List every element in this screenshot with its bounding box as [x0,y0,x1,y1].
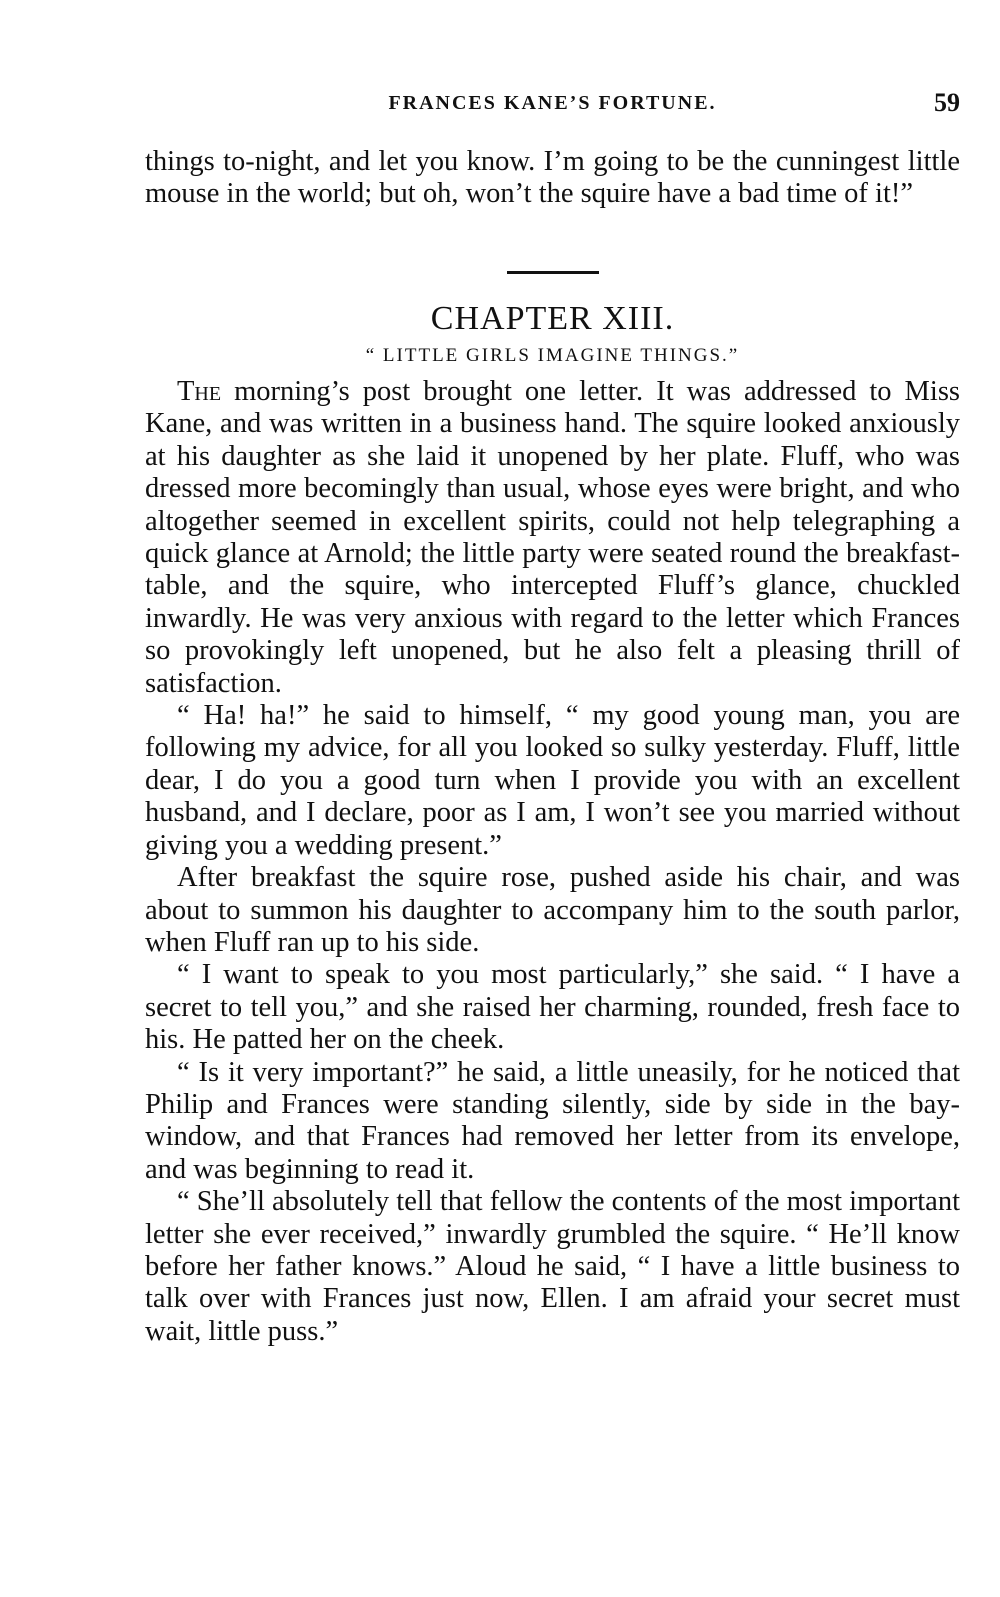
section-divider [507,271,599,274]
paragraph-3: After breakfast the squire rose, pushed aside his chair, and was about to summon his daughter to accompany him to the south parlor, when Fluff ran up to his side. [145,862,960,958]
paragraph-6: “ She’ll absolutely tell that fellow the contents of the most important letter she ever received,” inwardly grumbled the squire. “ He’ll know before her father knows.” Aloud he said, “ I have a little business to talk over with Frances just now, Ellen. I am afraid your secret must wait, little puss.” [145,1186,960,1347]
page-number: 59 [934,88,960,117]
paragraph-4: “ I want to speak to you most particularly,” she said. “ I have a secret to tell you,” and she raised her charming, rounded, fresh face to his. He patted her on the cheek. [145,959,960,1056]
paragraph-5: “ Is it very important?” he said, a little uneasily, for he noticed that Philip and Frances were standing silently, side by side in the bay-window, and that Frances had removed her letter from its envelope, and was beginning to read it. [145,1056,960,1185]
paragraph-1 [145,376,960,700]
running-head [145,88,960,122]
chapter-subtitle: “ LITTLE GIRLS IMAGINE THINGS.” [365,345,740,366]
chapter-body [145,376,960,1348]
paragraph-2: “ Ha! ha!” he said to himself, “ my good young man, you are following my advice, for all you looked so sulky yesterday. Fluff, little dear, I do you a good turn when I provide you with an excellent husband, and I declare, poor as I am, I won’t see you married without giving you a wedding present.” [145,700,960,861]
continuation-text: things to-night, and let you know. I’m going to be the cunningest little mouse in the world; but oh, won’t the squire have a bad time of it!” [145,146,960,210]
continuation-paragraph [145,146,960,211]
running-title: FRANCES KANE’S FORTUNE. [388,92,717,114]
paragraph-1-text: morning’s post brought one letter. It was addressed to Miss Kane, and was written in a business hand. The squire looked anxiously at his daughter as she laid it unopened by her plate. Fluff, who was dressed more becomingly than usual, whose eyes were bright, and who altogether seemed in excellent spirits, could not help telegraphing a quick glance at Arnold; the little party were seated round the breakfast-table, and the squire, who intercepted Fluff’s glance, chuckled inwardly. He was very anxious with regard to the letter which Frances so provokingly left unopened, but he also felt a pleasing thrill of satisfaction. [145,376,960,699]
paragraph-1-lead: The [177,376,222,407]
book-page [145,0,960,1597]
chapter-title: CHAPTER XIII. [430,300,675,337]
